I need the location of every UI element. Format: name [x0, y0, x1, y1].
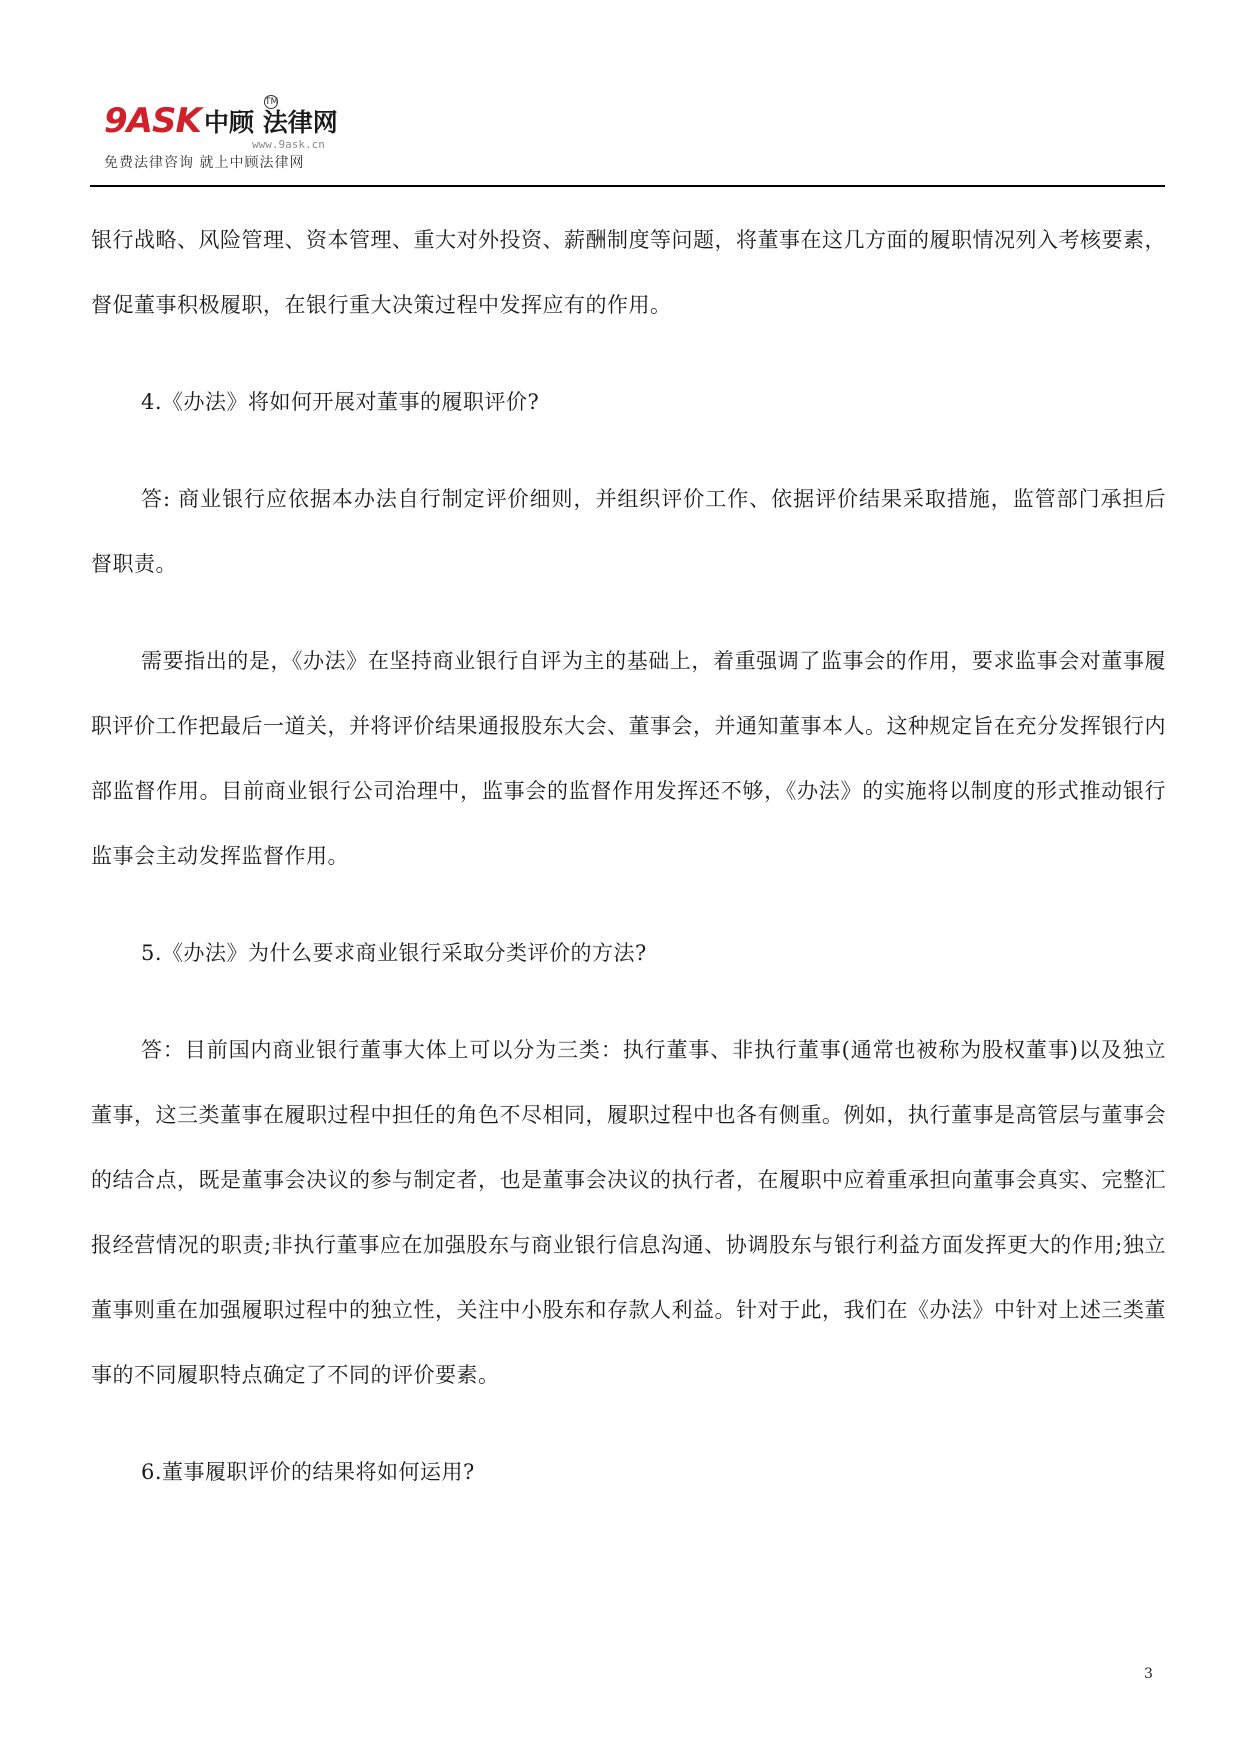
logo-brand-mark: 9ASK: [104, 101, 201, 141]
company-logo: [104, 95, 364, 177]
answer-paragraph-4: 答: 商业银行应依据本办法自行制定评价细则，并组织评价工作、依据评价结果采取措施，监管部门承担后督职责。: [91, 487, 1166, 576]
paragraph-continuation: 银行战略、风险管理、资本管理、重大对外投资、薪酬制度等问题，将董事在这几方面的履职情况列入考核要素，督促董事积极履职，在银行重大决策过程中发挥应有的作用。: [91, 228, 1166, 317]
paragraph-note: 需要指出的是，《办法》在坚持商业银行自评为主的基础上，着重强调了监事会的作用，要求监事会对董事履职评价工作把最后一道关，并将评价结果通报股东大会、董事会，并通知董事本人。这种规定旨在充分发挥银行内部监督作用。目前商业银行公司治理中，监事会的监督作用发挥还不够，《办法》的实施将以制度的形式推动银行监事会主动发挥监督作用。: [91, 649, 1166, 868]
header-divider: [90, 185, 1165, 187]
document-body: [91, 208, 1166, 1505]
trademark-icon: TM: [265, 97, 279, 107]
logo-brand-chinese: 中顾 法律网: [204, 108, 338, 137]
logo-slogan: 免费法律咨询 就上中顾法律网: [104, 155, 305, 171]
question-heading-4: 4.《办法》将如何开展对董事的履职评价?: [141, 390, 540, 414]
page-header: [90, 95, 1165, 189]
page-number: 3: [1144, 1666, 1153, 1682]
answer-paragraph-5: 答：目前国内商业银行董事大体上可以分为三类：执行董事、非执行董事(通常也被称为股权董事)以及独立董事，这三类董事在履职过程中担任的角色不尽相同，履职过程中也各有侧重。例如，执行董事是高管层与董事会的结合点，既是董事会决议的参与制定者，也是董事会决议的执行者，在履职中应着重承担向董事会真实、完整汇报经营情况的职责;非执行董事应在加强股东与商业银行信息沟通、协调股东与银行利益方面发挥更大的作用;独立董事则重在加强履职过程中的独立性，关注中小股东和存款人利益。针对于此，我们在《办法》中针对上述三类董事的不同履职特点确定了不同的评价要素。: [91, 1038, 1166, 1387]
question-heading-6: 6.董事履职评价的结果将如何运用?: [141, 1460, 475, 1484]
question-heading-5: 5.《办法》为什么要求商业银行采取分类评价的方法?: [141, 941, 647, 965]
logo-url: www.9ask.cn: [252, 138, 325, 151]
